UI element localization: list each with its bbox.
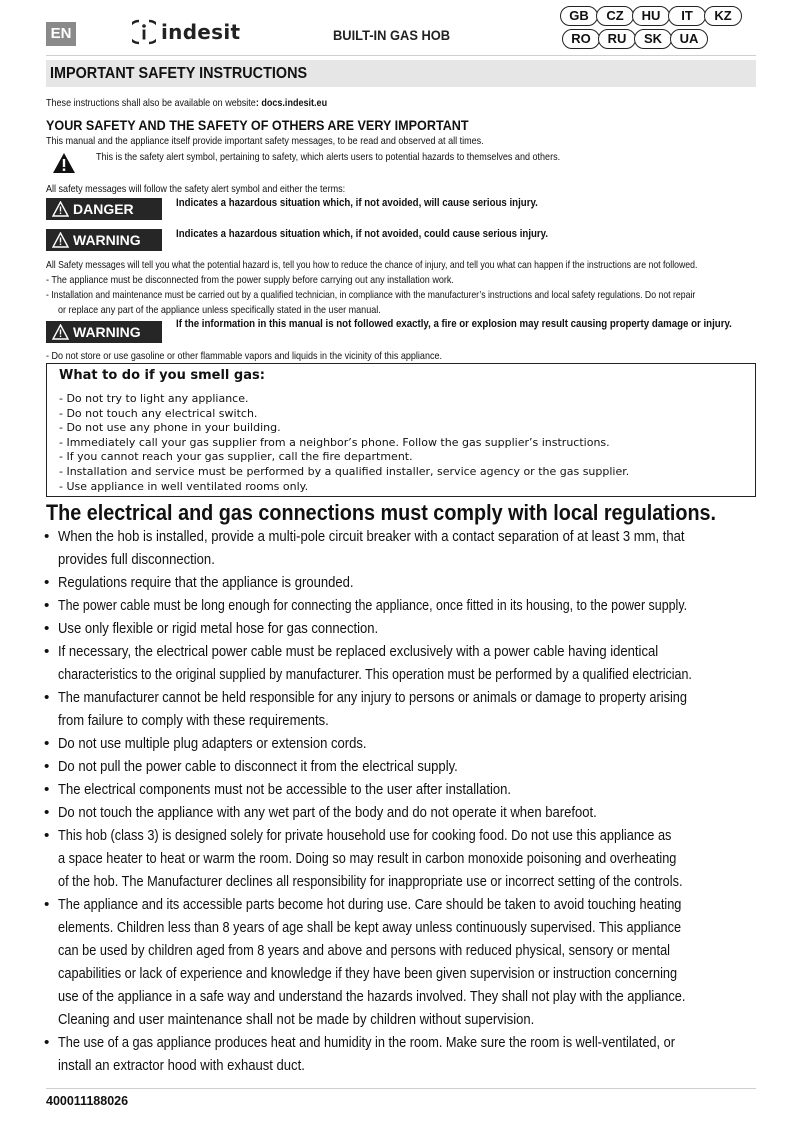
country-row-2 xyxy=(562,29,760,51)
section-title: IMPORTANT SAFETY INSTRUCTIONS xyxy=(50,65,308,82)
language-badge: EN xyxy=(46,22,76,46)
list-item: - Do not touch any electrical switch. xyxy=(59,406,258,420)
list-item: - Installation and service must be performed by a qualified installer, service agency or the gas supplier. xyxy=(59,464,630,478)
safety-intro: This manual and the appliance itself provide important safety messages, to be read and observed at all times. xyxy=(46,135,484,147)
danger-description: Indicates a hazardous situation which, if not avoided, will cause serious injury. xyxy=(176,197,538,209)
gas-box-title: What to do if you smell gas: xyxy=(59,368,265,383)
list-item: - Immediately call your gas supplier from a neighbor’s phone. Follow the gas supplier’s instructions. xyxy=(59,435,610,449)
brand-name: indesit xyxy=(161,20,241,44)
list-item: • The use of a gas appliance produces heat and humidity in the room. Make sure the room is well-ventilated, or install an extractor hood with exhaust duct. xyxy=(44,1034,675,1074)
safety-item-continued: or replace any part of the appliance unless specifically stated in the user manual. xyxy=(58,304,381,316)
gas-smell-box xyxy=(46,363,756,497)
list-item: - Do not try to light any appliance. xyxy=(59,392,249,405)
safety-messages-note: All Safety messages will tell you what the potential hazard is, tell you how to reduce the chance of injury, and tell you what can happen if the instructions are not followed. xyxy=(46,259,698,271)
safety-symbol-text: This is the safety alert symbol, pertaining to safety, which alerts users to potential hazards to themselves and others. xyxy=(96,151,561,163)
list-item: • Use only flexible or rigid metal hose for gas connection. xyxy=(44,620,379,637)
website-note: These instructions shall also be available on website: docs.indesit.eu xyxy=(46,97,328,109)
list-item: • The electrical components must not be accessible to the user after installation. xyxy=(44,781,512,798)
danger-label: DANGER xyxy=(46,198,162,220)
country-code: RO xyxy=(562,29,600,49)
safety-item: - The appliance must be disconnected from the power supply before carrying out any installation work. xyxy=(46,274,454,286)
safety-alert-icon xyxy=(52,152,76,174)
list-item: • When the hob is installed, provide a multi-pole circuit breaker with a contact separation of at least 3 mm, that provides full disconnection. xyxy=(44,528,685,568)
list-item: • The manufacturer cannot be held responsible for any injury to persons or animals or damage to property arising from failure to comply with these requirements. xyxy=(44,689,688,729)
list-item: • Regulations require that the appliance is grounded. xyxy=(44,574,354,591)
safety-item: - Installation and maintenance must be carried out by a qualified technician, in compliance with the manufacturer’s instructions and local safety regulations. Do not repair xyxy=(46,289,696,301)
warning-description: Indicates a hazardous situation which, if not avoided, could cause serious injury. xyxy=(176,228,549,240)
list-item: • The power cable must be long enough for connecting the appliance, once fitted in its housing, to the power supply. xyxy=(44,597,688,614)
list-item: - If you cannot reach your gas supplier, call the fire department. xyxy=(59,450,413,464)
list-item: • This hob (class 3) is designed solely for private household use for cooking food. Do not use this appliance as a space heater to heat or warm the room. Doing so may result in carbon monoxide poisoning and overheating of the hob. The Manufacturer declines all responsibility for inappropriate use or incorrect setting of the controls. xyxy=(44,827,683,890)
list-item: • Do not touch the appliance with any wet part of the body and do not operate it when barefoot. xyxy=(44,804,597,821)
list-item: • Do not pull the power cable to disconnect it from the electrical supply. xyxy=(44,758,458,775)
website-link[interactable]: docs.indesit.eu xyxy=(261,97,328,109)
document-title: BUILT-IN GAS HOB xyxy=(333,27,451,43)
country-code: HU xyxy=(632,6,670,26)
country-code: KZ xyxy=(704,6,742,26)
warning-triangle-icon xyxy=(52,201,69,217)
gas-box-list xyxy=(59,392,629,494)
list-item: • The appliance and its accessible parts become hot during use. Care should be taken to avoid touching heating elements. Children less than 8 years of age shall be kept away unless continuously supervised. This appliance can be used by children aged from 8 years and above and persons with reduced physical, sensory or mental capabilities or lack of experience and knowledge if they have been given supervision or instruction concerning use of the appliance in a safe way and understand the hazards involved. They shall not play with the appliance. Cleaning and user maintenance shall not be made by children without supervision. xyxy=(44,896,686,1028)
page-header xyxy=(0,0,802,56)
warning-fire-description: If the information in this manual is not followed exactly, a fire or explosion may result causing property damage or injury. xyxy=(176,318,732,330)
brand-logo xyxy=(132,18,240,46)
country-row-1 xyxy=(560,6,760,28)
country-code: GB xyxy=(560,6,598,26)
terms-intro: All safety messages will follow the safety alert symbol and either the terms: xyxy=(46,183,346,195)
country-code: IT xyxy=(668,6,706,26)
country-code: RU xyxy=(598,29,636,49)
warning-label: WARNING xyxy=(46,321,162,343)
list-item: - Do not use any phone in your building. xyxy=(59,421,281,435)
connections-title: The electrical and gas connections must comply with local regulations. xyxy=(46,500,717,525)
document-code: 400011188026 xyxy=(46,1094,129,1108)
header-divider xyxy=(46,55,756,56)
section-header xyxy=(46,60,756,87)
warning-label: WARNING xyxy=(46,229,162,251)
country-code: CZ xyxy=(596,6,634,26)
list-item: - Use appliance in well ventilated rooms only. xyxy=(59,479,309,493)
safety-item: - Do not store or use gasoline or other flammable vapors and liquids in the vicinity of this appliance. xyxy=(46,350,443,362)
warning-triangle-icon xyxy=(52,324,69,340)
country-code: UA xyxy=(670,29,708,49)
country-code: SK xyxy=(634,29,672,49)
connections-list xyxy=(44,525,760,1077)
footer-divider xyxy=(46,1088,756,1089)
country-codes xyxy=(560,6,760,52)
safety-heading: YOUR SAFETY AND THE SAFETY OF OTHERS ARE VERY IMPORTANT xyxy=(46,117,469,133)
list-item: • Do not use multiple plug adapters or extension cords. xyxy=(44,735,367,752)
warning-triangle-icon xyxy=(52,232,69,248)
list-item: • If necessary, the electrical power cable must be replaced exclusively with a power cable having identical characteristics to the original supplied by manufacturer. This operation must be performed by a qualified electrician. xyxy=(44,643,692,683)
indesit-logo-icon xyxy=(132,18,156,46)
